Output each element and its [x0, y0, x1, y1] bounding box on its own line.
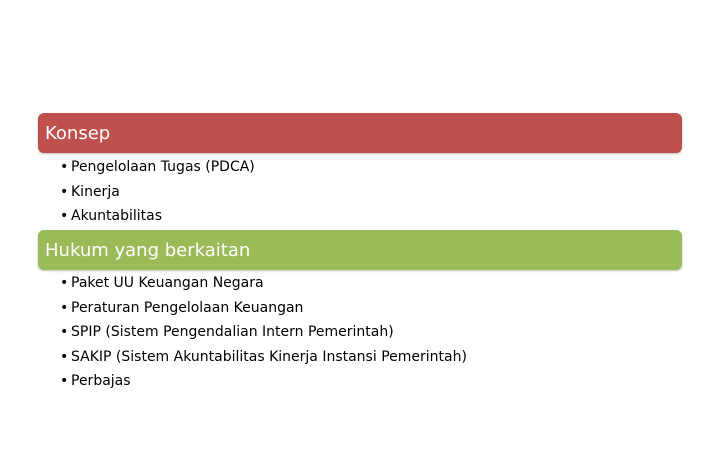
list-item: • Akuntabilitas	[60, 204, 255, 229]
bullet-icon: •	[60, 275, 69, 291]
list-item: • Pengelolaan Tugas (PDCA)	[60, 155, 255, 180]
bullet-list-konsep	[60, 155, 255, 229]
bullet-icon: •	[60, 299, 69, 316]
list-item: • Peraturan Pengelolaan Keuangan	[60, 296, 467, 321]
section-title: Konsep	[45, 122, 111, 144]
bullet-icon: •	[60, 208, 69, 224]
bullet-icon: •	[60, 373, 69, 389]
section-header-konsep	[38, 113, 682, 153]
list-item: • SPIP (Sistem Pengendalian Intern Pemerintah)	[60, 320, 467, 345]
bullet-list-hukum	[60, 271, 467, 394]
list-item: • Kinerja	[60, 180, 255, 205]
bullet-icon: •	[60, 348, 69, 365]
bullet-icon: •	[60, 159, 69, 175]
list-item: • Paket UU Keuangan Negara	[60, 271, 467, 296]
list-item: • SAKIP (Sistem Akuntabilitas Kinerja Instansi Pemerintah)	[60, 345, 467, 370]
list-item: • Perbajas	[60, 369, 467, 394]
bullet-icon: •	[60, 183, 69, 200]
bullet-icon: •	[60, 324, 69, 340]
section-title: Hukum yang berkaitan	[45, 239, 251, 261]
section-header-hukum	[38, 230, 682, 270]
